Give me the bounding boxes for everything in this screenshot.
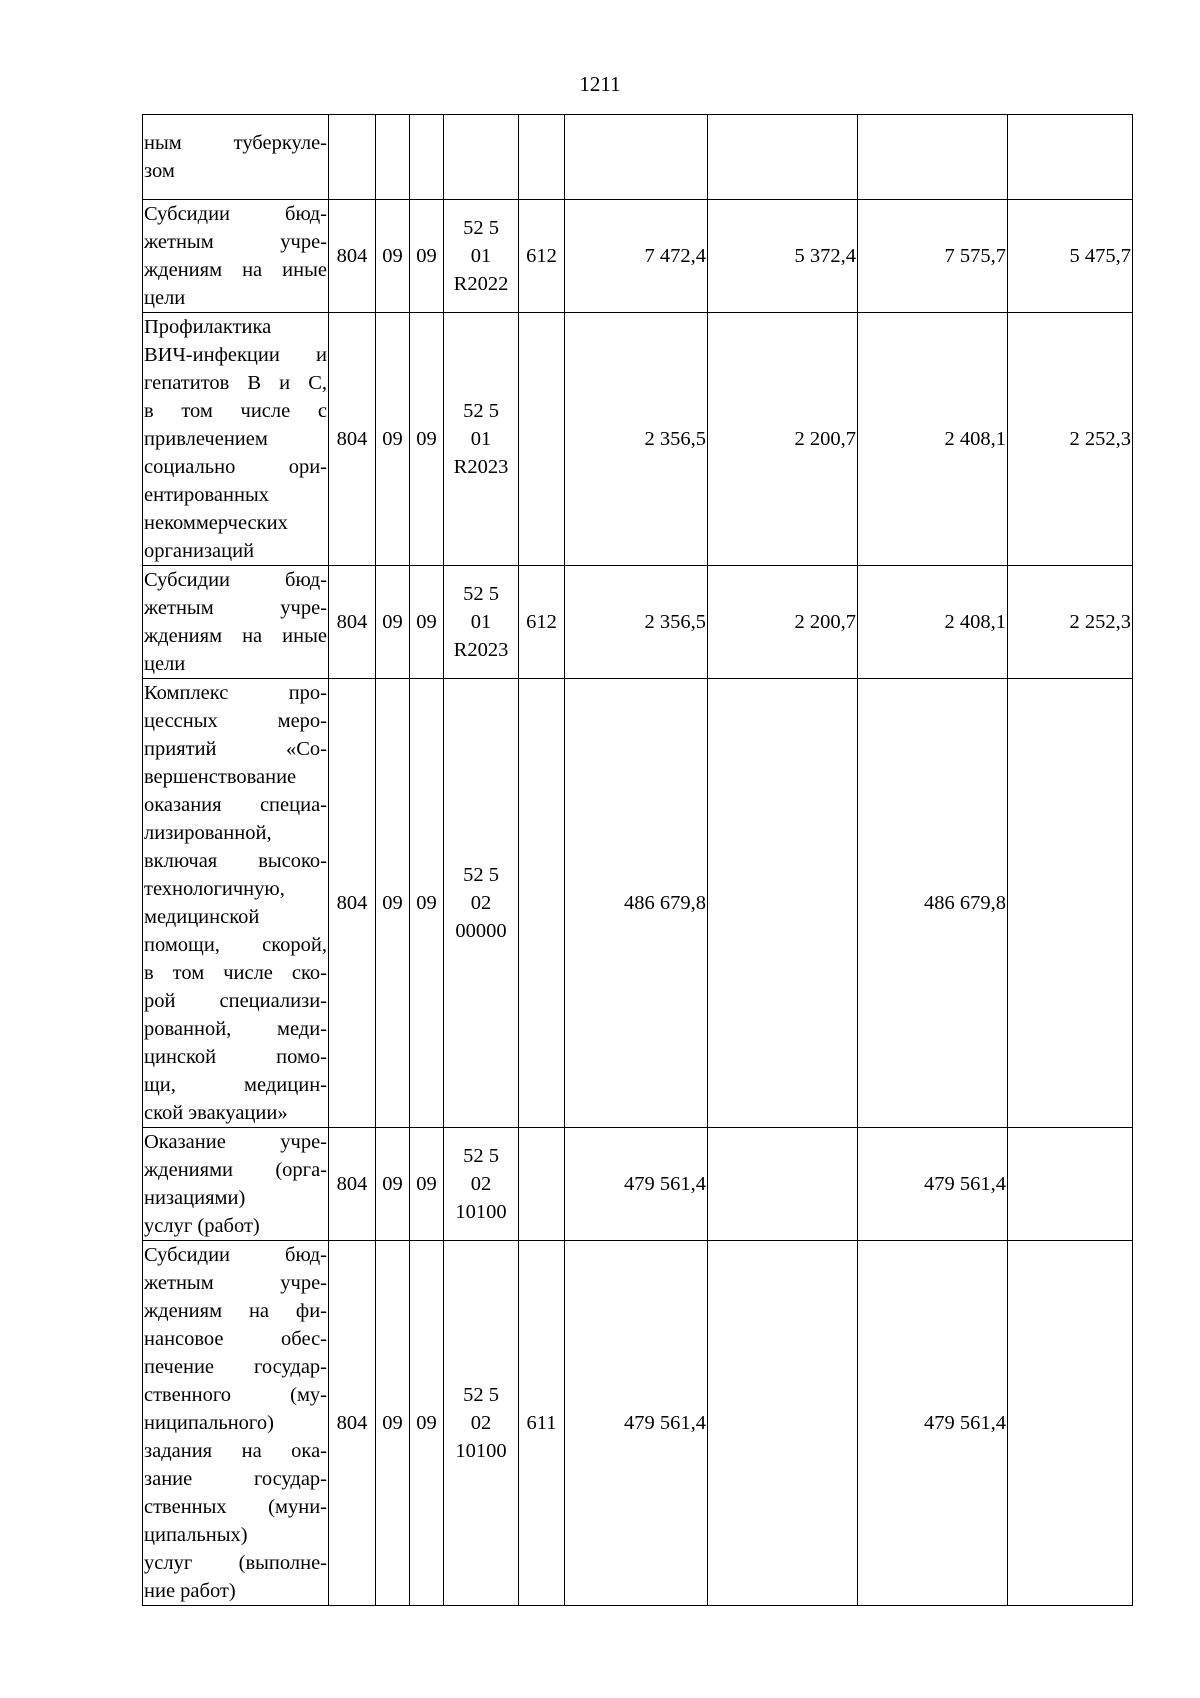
amount-cell-4 [1008, 1128, 1133, 1241]
ved-code-cell: 804 [329, 313, 376, 566]
amount-cell-3: 479 561,4 [858, 1128, 1008, 1241]
target-article-line [445, 143, 517, 171]
target-article-line: R2023 [453, 639, 509, 661]
target-article-line: 10100 [455, 1440, 507, 1462]
row-name-line: жетным учре- [144, 597, 327, 619]
row-name-line: включая высоко- [144, 850, 327, 872]
section-code-cell: 09 [376, 200, 410, 313]
row-name-line: цессных меро- [144, 710, 327, 732]
section-code-cell: 09 [376, 313, 410, 566]
row-name-line: зание государ- [144, 1468, 327, 1490]
row-name-line: приятий «Со- [144, 738, 327, 760]
target-article-line: R2022 [453, 273, 509, 295]
row-name-line: некоммерческих [144, 512, 288, 534]
amount-cell-1: 479 561,4 [565, 1128, 708, 1241]
row-name-cell [143, 566, 329, 679]
row-name-line: ниципального) [144, 1412, 274, 1434]
amount-cell-1 [565, 115, 708, 200]
row-name-line: оказания специа- [144, 794, 327, 816]
row-name-line: жетным учре- [144, 231, 327, 253]
row-name-line: социально ори- [144, 456, 327, 478]
row-name-line: ние работ) [144, 1580, 236, 1602]
expense-type-cell [519, 679, 565, 1128]
amount-cell-3: 7 575,7 [858, 200, 1008, 313]
row-name-line: услуг (работ) [144, 1215, 260, 1237]
row-name-line: ской эвакуации» [144, 1102, 288, 1124]
amount-cell-3 [858, 115, 1008, 200]
row-name-line: технологичную, [144, 878, 285, 900]
row-name-line: в том числе с [144, 400, 327, 422]
row-name-line: печение государ- [144, 1356, 327, 1378]
row-name-line: Профилактика [144, 316, 272, 338]
row-name-line: цинской помо- [144, 1046, 327, 1068]
row-name-line: цели [144, 653, 186, 675]
section-code-cell: 09 [376, 679, 410, 1128]
target-article-line [445, 171, 517, 199]
amount-cell-1: 2 356,5 [565, 313, 708, 566]
table-row [143, 115, 1133, 200]
budget-table [142, 114, 1133, 1606]
subsection-code-cell: 09 [410, 200, 444, 313]
ved-code-cell: 804 [329, 679, 376, 1128]
amount-cell-2 [708, 1241, 858, 1606]
target-article-line: 01 [470, 428, 492, 450]
amount-cell-2: 2 200,7 [708, 566, 858, 679]
row-name-line: щи, медицин- [144, 1074, 327, 1096]
table-row [143, 200, 1133, 313]
target-article-line: 52 5 [463, 864, 499, 886]
amount-cell-1: 486 679,8 [565, 679, 708, 1128]
amount-cell-3: 486 679,8 [858, 679, 1008, 1128]
amount-cell-4 [1008, 679, 1133, 1128]
section-code-cell [376, 115, 410, 200]
row-name-line: ным туберкуле- [144, 132, 327, 154]
row-name-line: организаций [144, 540, 255, 562]
row-name-line: лизированной, [144, 822, 272, 844]
target-article-cell [444, 200, 519, 313]
row-name-line: нансовое обес- [144, 1328, 327, 1350]
page-number: 1211 [579, 72, 621, 96]
table-row [143, 1241, 1133, 1606]
row-name-line: цели [144, 287, 186, 309]
row-name-line: ждениям на иные [144, 625, 327, 647]
expense-type-cell [519, 115, 565, 200]
target-article-line: 52 5 [463, 400, 499, 422]
target-article-line: 01 [470, 245, 492, 267]
row-name-line: ждениями (орга- [144, 1159, 327, 1181]
amount-cell-4: 5 475,7 [1008, 200, 1133, 313]
ved-code-cell: 804 [329, 200, 376, 313]
row-name-line: жетным учре- [144, 1272, 327, 1294]
target-article-line: 52 5 [463, 583, 499, 605]
table-row [143, 566, 1133, 679]
subsection-code-cell [410, 115, 444, 200]
amount-cell-3: 2 408,1 [858, 566, 1008, 679]
amount-cell-2 [708, 115, 858, 200]
row-name-cell [143, 200, 329, 313]
amount-cell-3: 2 408,1 [858, 313, 1008, 566]
ved-code-cell: 804 [329, 1128, 376, 1241]
subsection-code-cell: 09 [410, 1128, 444, 1241]
target-article-line: 02 [470, 1412, 492, 1434]
section-code-cell: 09 [376, 1241, 410, 1606]
target-article-cell [444, 313, 519, 566]
row-name-line: вершенствование [144, 766, 297, 788]
row-name-cell [143, 115, 329, 200]
amount-cell-2: 5 372,4 [708, 200, 858, 313]
row-name-line: Субсидии бюд- [144, 569, 327, 591]
row-name-cell [143, 313, 329, 566]
amount-cell-4 [1008, 115, 1133, 200]
target-article-line: 02 [470, 1173, 492, 1195]
amount-cell-4: 2 252,3 [1008, 566, 1133, 679]
target-article-line: 52 5 [463, 217, 499, 239]
amount-cell-2 [708, 679, 858, 1128]
amount-cell-2 [708, 1128, 858, 1241]
target-article-line: 52 5 [463, 1145, 499, 1167]
expense-type-cell [519, 1128, 565, 1241]
row-name-line: Субсидии бюд- [144, 203, 327, 225]
subsection-code-cell: 09 [410, 313, 444, 566]
row-name-line: ентированных [144, 484, 269, 506]
ved-code-cell: 804 [329, 1241, 376, 1606]
row-name-line: ципальных) [144, 1524, 248, 1546]
row-name-cell [143, 679, 329, 1128]
row-name-line: ВИЧ-инфекции и [144, 344, 327, 366]
subsection-code-cell: 09 [410, 679, 444, 1128]
row-name-line: помощи, скорой, [144, 934, 327, 956]
target-article-cell [444, 566, 519, 679]
subsection-code-cell: 09 [410, 1241, 444, 1606]
target-article-cell [444, 115, 519, 200]
expense-type-cell: 612 [519, 200, 565, 313]
target-article-line: 01 [470, 611, 492, 633]
section-code-cell: 09 [376, 1128, 410, 1241]
row-name-line: ждениям на фи- [144, 1300, 327, 1322]
row-name-line: зом [144, 160, 175, 182]
amount-cell-4 [1008, 1241, 1133, 1606]
row-name-line: привлечением [144, 428, 268, 450]
target-article-cell [444, 679, 519, 1128]
row-name-line: ственных (муни- [144, 1496, 327, 1518]
table-row [143, 313, 1133, 566]
row-name-line: в том числе ско- [144, 962, 327, 984]
row-name-line: рованной, меди- [144, 1018, 327, 1040]
target-article-line: 10100 [455, 1201, 507, 1223]
target-article-line: 52 5 [463, 1384, 499, 1406]
amount-cell-3: 479 561,4 [858, 1241, 1008, 1606]
row-name-line: задания на ока- [144, 1440, 327, 1462]
row-name-line: медицинской [144, 906, 260, 928]
row-name-line: Комплекс про- [144, 682, 327, 704]
row-name-line: рой специализи- [144, 990, 327, 1012]
target-article-line: 00000 [455, 920, 507, 942]
target-article-cell [444, 1241, 519, 1606]
row-name-line: ственного (му- [144, 1384, 327, 1406]
row-name-line: ждениям на иные [144, 259, 327, 281]
amount-cell-1: 7 472,4 [565, 200, 708, 313]
row-name-line: низациями) [144, 1187, 246, 1209]
ved-code-cell: 804 [329, 566, 376, 679]
ved-code-cell [329, 115, 376, 200]
amount-cell-4: 2 252,3 [1008, 313, 1133, 566]
row-name-line: Субсидии бюд- [144, 1244, 327, 1266]
row-name-line: гепатитов В и С, [144, 372, 327, 394]
target-article-cell [444, 1128, 519, 1241]
amount-cell-1: 479 561,4 [565, 1241, 708, 1606]
row-name-line: услуг (выполне- [144, 1552, 327, 1574]
table-row [143, 1128, 1133, 1241]
row-name-cell [143, 1128, 329, 1241]
table-row [143, 679, 1133, 1128]
target-article-line [445, 115, 517, 143]
amount-cell-1: 2 356,5 [565, 566, 708, 679]
subsection-code-cell: 09 [410, 566, 444, 679]
amount-cell-2: 2 200,7 [708, 313, 858, 566]
target-article-line: 02 [470, 892, 492, 914]
section-code-cell: 09 [376, 566, 410, 679]
expense-type-cell [519, 313, 565, 566]
expense-type-cell: 611 [519, 1241, 565, 1606]
row-name-line: Оказание учре- [144, 1131, 327, 1153]
target-article-line: R2023 [453, 456, 509, 478]
expense-type-cell: 612 [519, 566, 565, 679]
row-name-cell [143, 1241, 329, 1606]
